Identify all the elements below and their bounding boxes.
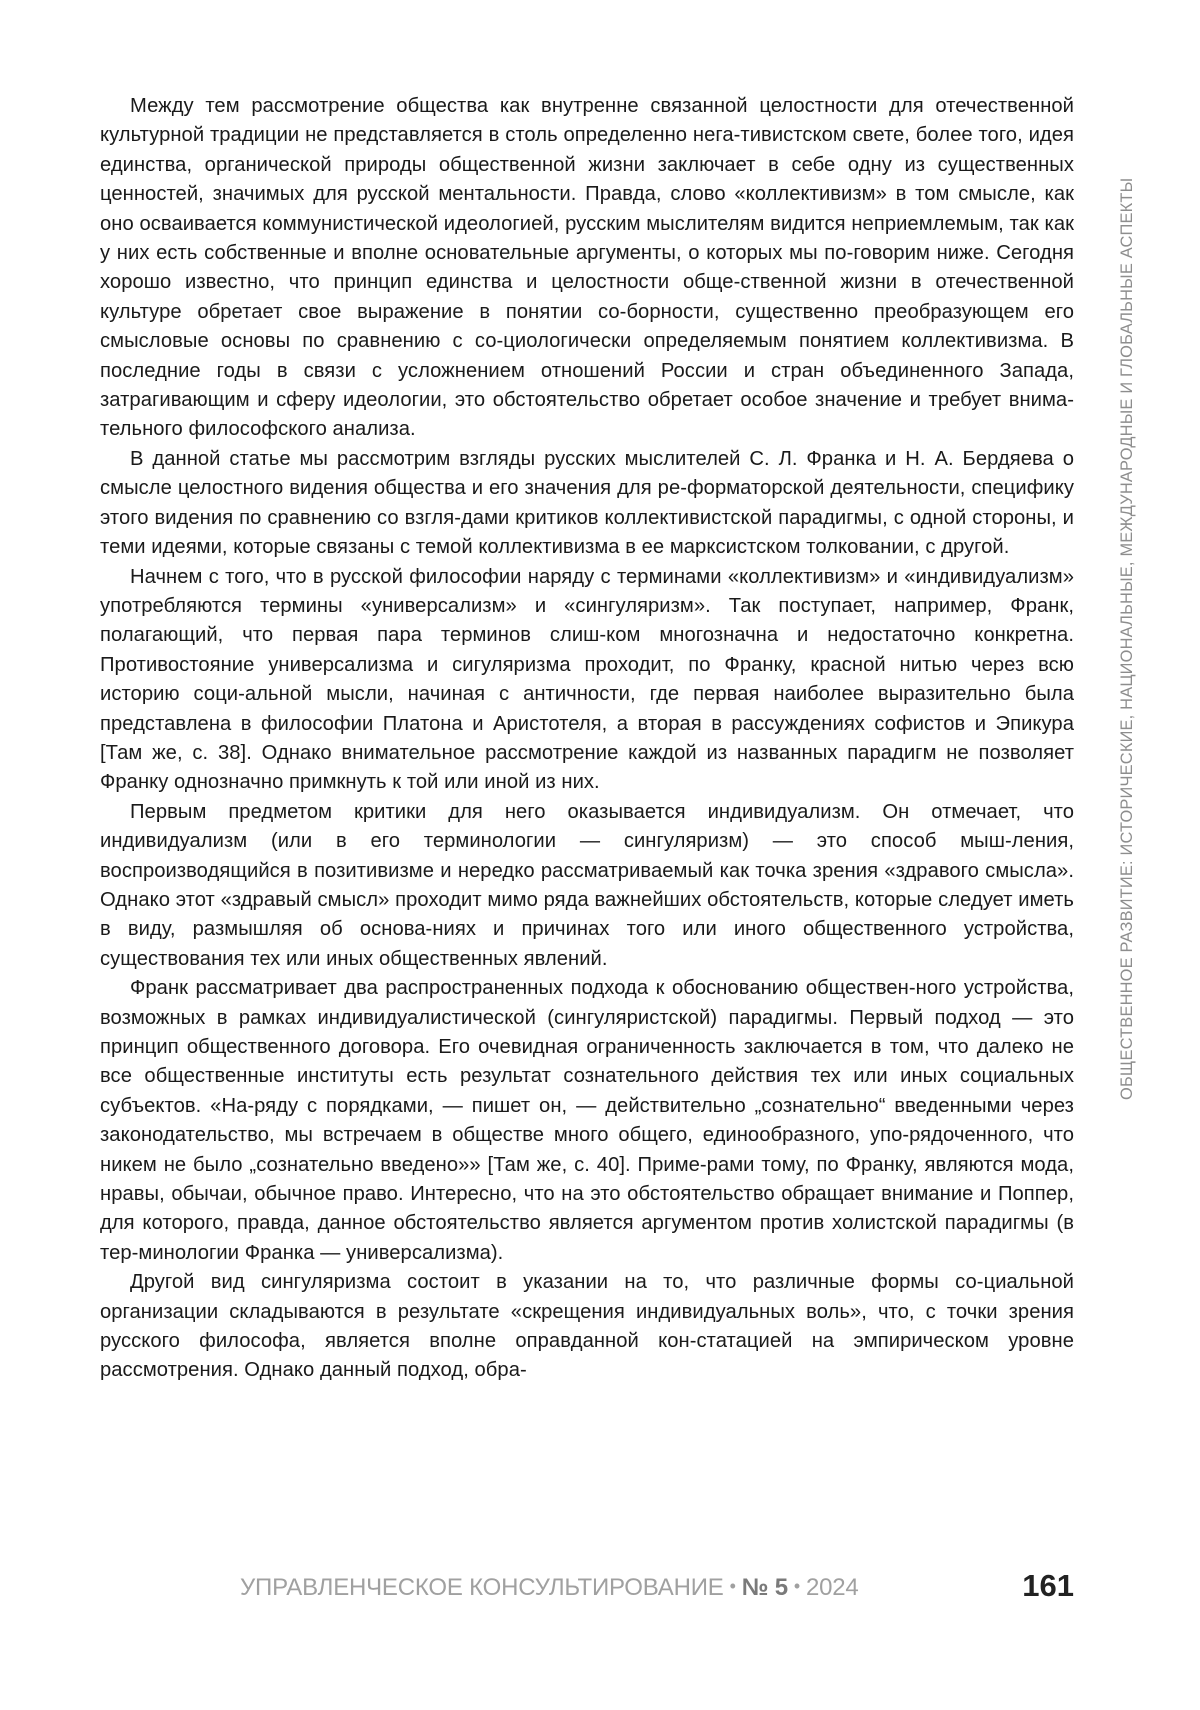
paragraph-2: В данной статье мы рассмотрим взгляды русских мыслителей С. Л. Франка и Н. А. Бердяева о смысле целостного видения общества и его значения для ре-форматорской деятельности, специфику этого видения по сравнению со взгля-дами критиков коллективистской парадигмы, с одной стороны, и теми идеями, которые связаны с темой коллективизма в ее марксистском толковании, с другой. [100, 445, 1074, 563]
paragraph-1: Между тем рассмотрение общества как внутренне связанной целостности для отечественной культурной традиции не представляется в столь определенно нега-тивистском свете, более того, идея единства, органической природы общественной жизни заключает в себе одну из существенных ценностей, значимых для русской ментальности. Правда, слово «коллективизм» в том смысле, как оно осваивается коммунистической идеологией, русским мыслителям видится неприемлемым, так как у них есть собственные и вполне основательные аргументы, о которых мы по-говорим ниже. Сегодня хорошо известно, что принцип единства и целостности обще-ственной жизни в отечественной культуре обретает свое выражение в понятии со-борности, существенно преобразующем его смысловые основы по сравнению с со-циологически определяемым понятием коллективизма. В последние годы в связи с усложнением отношений России и стран объединенного Запада, затрагивающим и сферу идеологии, это обстоятельство обретает особое значение и требует внима-тельного философского анализа. [100, 92, 1074, 445]
section-side-label: ОБЩЕСТВЕННОЕ РАЗВИТИЕ: ИСТОРИЧЕСКИЕ, НАЦИОНАЛЬНЫЕ, МЕЖДУНАРОДНЫЕ И ГЛОБАЛЬНЫЕ АСПЕКТЫ [1118, 100, 1137, 1100]
journal-page [0, 0, 1200, 1710]
issue-number: № 5 [742, 1574, 788, 1601]
separator-dot: • [730, 1576, 736, 1596]
article-body [100, 92, 1074, 1386]
paragraph-6: Другой вид сингуляризма состоит в указании на то, что различные формы со-циальной организации складываются в результате «скрещения индивидуальных воль», что, с точки зрения русского философа, является вполне оправданной кон-статацией на эмпирическом уровне рассмотрения. Однако данный подход, обра- [100, 1268, 1074, 1386]
journal-name: УПРАВЛЕНЧЕСКОЕ КОНСУЛЬТИРОВАНИЕ [240, 1574, 724, 1601]
issue-year: 2024 [806, 1574, 859, 1601]
page-footer [240, 1570, 1074, 1610]
journal-running-title [240, 1574, 859, 1602]
paragraph-5: Франк рассматривает два распространенных подхода к обоснованию обществен-ного устройства, возможных в рамках индивидуалистической (сингуляристской) парадигмы. Первый подход — это принцип общественного договора. Его очевидная ограниченность заключается в том, что далеко не все общественные институты есть результат сознательного действия тех или иных социальных субъектов. «На-ряду с порядками, — пишет он, — действительно „сознательно“ введенными через законодательство, мы встречаем в обществе много общего, единообразного, упо-рядоченного, что никем не было „сознательно введено»» [Там же, с. 40]. Приме-рами тому, по Франку, являются мода, нравы, обычаи, обычное право. Интересно, что на это обстоятельство обращает внимание и Поппер, для которого, правда, данное обстоятельство является аргументом против холистской парадигмы (в тер-минологии Франка — универсализма). [100, 974, 1074, 1268]
separator-dot: • [794, 1576, 800, 1596]
page-number: 161 [1022, 1568, 1074, 1604]
paragraph-3: Начнем с того, что в русской философии наряду с терминами «коллективизм» и «индивидуализм» употребляются термины «универсализм» и «сингуляризм». Так поступает, например, Франк, полагающий, что первая пара терминов слиш-ком многозначна и недостаточно конкретна. Противостояние универсализма и сигуляризма проходит, по Франку, красной нитью через всю историю соци-альной мысли, начиная с античности, где первая наиболее выразительно была представлена в философии Платона и Аристотеля, а вторая в рассуждениях софистов и Эпикура [Там же, с. 38]. Однако внимательное рассмотрение каждой из названных парадигм не позволяет Франку однозначно примкнуть к той или иной из них. [100, 563, 1074, 798]
paragraph-4: Первым предметом критики для него оказывается индивидуализм. Он отмечает, что индивидуализм (или в его терминологии — сингуляризм) — это способ мыш-ления, воспроизводящийся в позитивизме и нередко рассматриваемый как точка зрения «здравого смысла». Однако этот «здравый смысл» проходит мимо ряда важнейших обстоятельств, которые следует иметь в виду, размышляя об основа-ниях и причинах того или иного общественного устройства, существования тех или иных общественных явлений. [100, 798, 1074, 974]
